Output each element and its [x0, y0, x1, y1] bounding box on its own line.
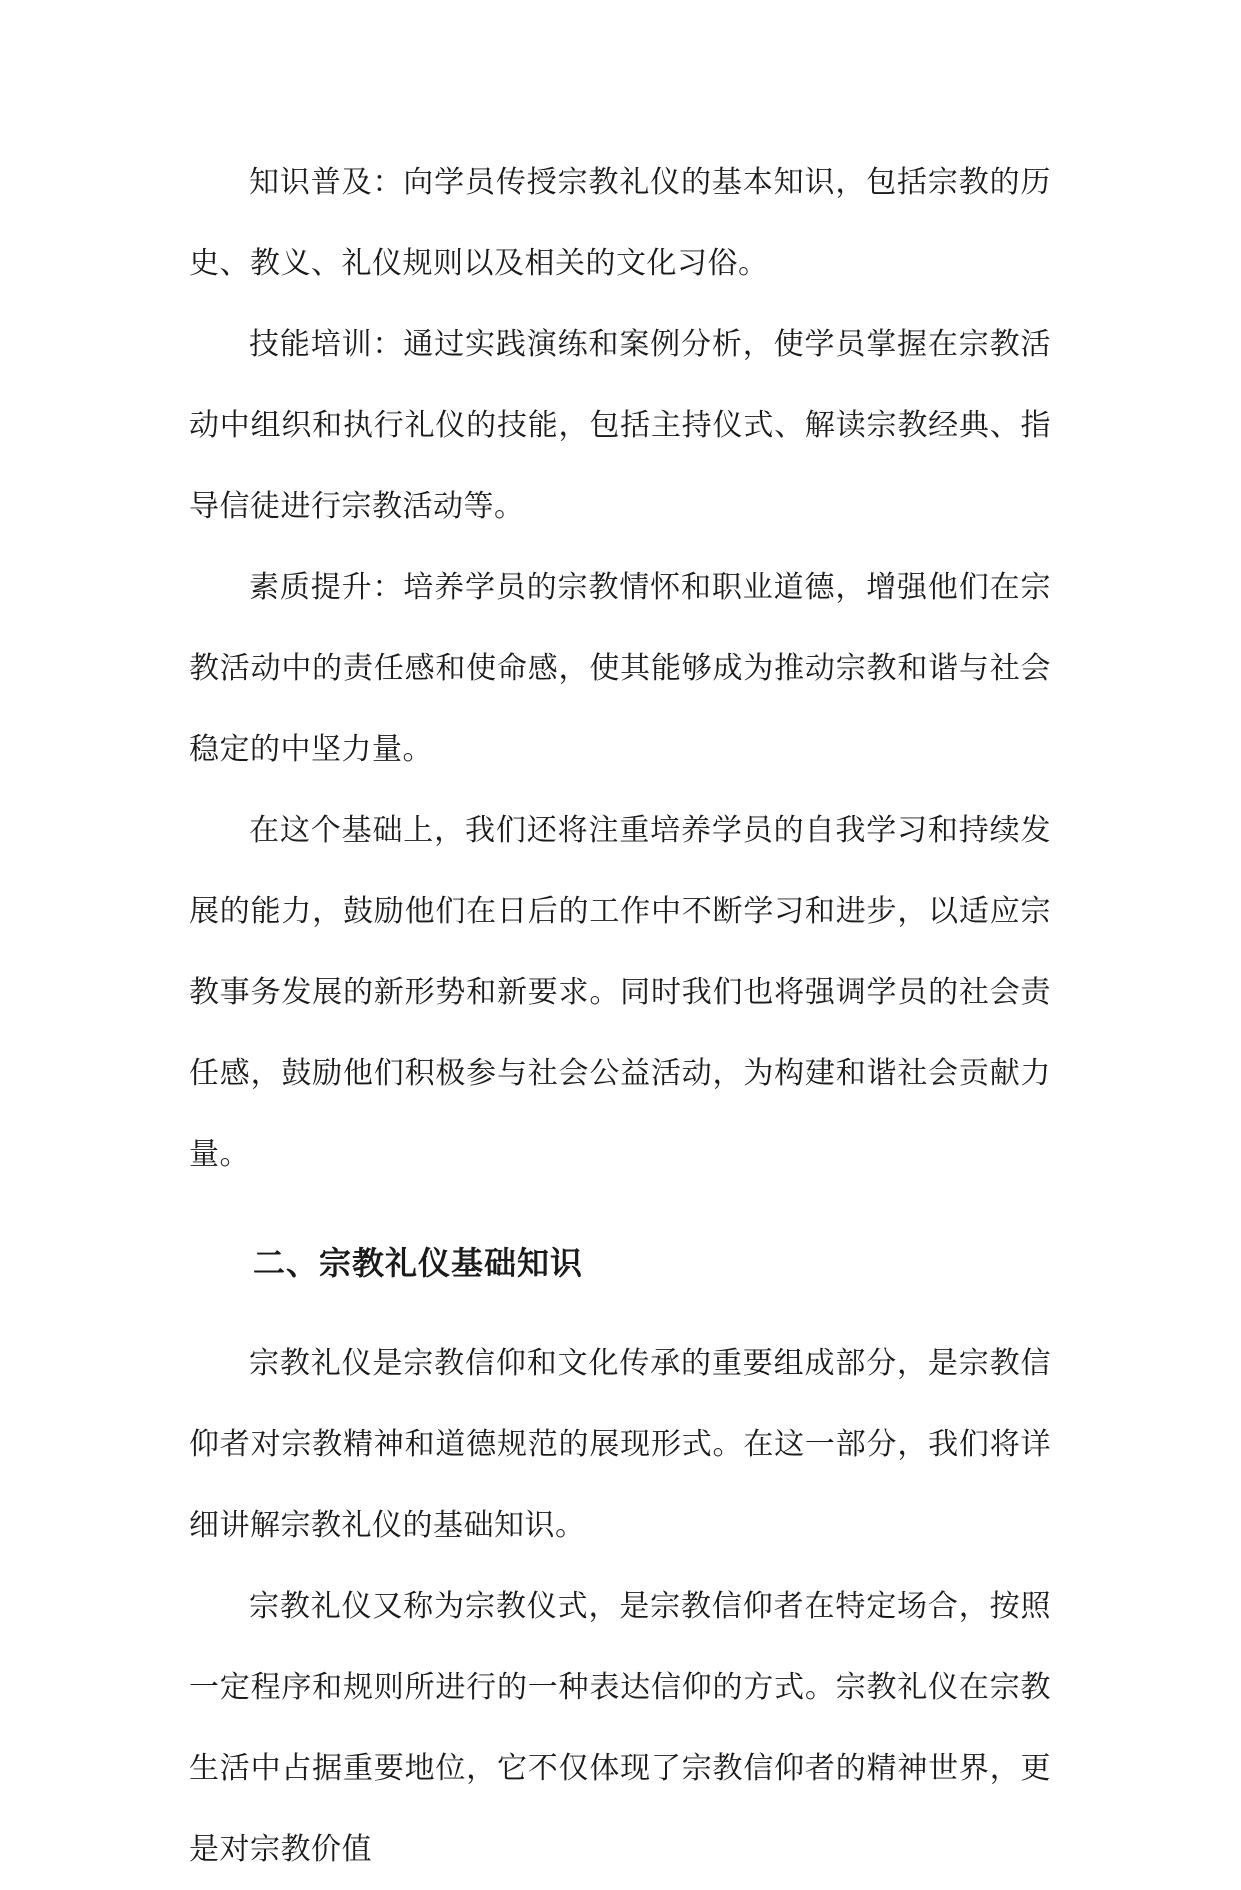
- paragraph-knowledge: 知识普及：向学员传授宗教礼仪的基本知识，包括宗教的历史、教义、礼仪规则以及相关的文化习俗。: [189, 165, 1051, 281]
- paragraph-foundation: 在这个基础上，我们还将注重培养学员的自我学习和持续发展的能力，鼓励他们在日后的工作中不断学习和进步，以适应宗教事务发展的新形势和新要求。同时我们也将强调学员的社会责任感，鼓励他们积极参与社会公益活动，为构建和谐社会贡献力量。: [189, 813, 1051, 1172]
- section-heading: 二、宗教礼仪基础知识: [253, 1244, 584, 1282]
- paragraph-quality: 素质提升：培养学员的宗教情怀和职业道德，增强他们在宗教活动中的责任感和使命感，使其能够成为推动宗教和谐与社会稳定的中坚力量。: [189, 570, 1051, 767]
- paragraph-skills: 技能培训：通过实践演练和案例分析，使学员掌握在宗教活动中组织和执行礼仪的技能，包括主持仪式、解读宗教经典、指导信徒进行宗教活动等。: [189, 327, 1051, 524]
- paragraph-intro: 宗教礼仪是宗教信仰和文化传承的重要组成部分，是宗教信仰者对宗教精神和道德规范的展现形式。在这一部分，我们将详细讲解宗教礼仪的基础知识。: [189, 1346, 1051, 1543]
- paragraph-definition: 宗教礼仪又称为宗教仪式，是宗教信仰者在特定场合，按照一定程序和规则所进行的一种表达信仰的方式。宗教礼仪在宗教生活中占据重要地位，它不仅体现了宗教信仰者的精神世界，更是对宗教价值: [189, 1589, 1051, 1867]
- document-body: [189, 142, 1051, 1890]
